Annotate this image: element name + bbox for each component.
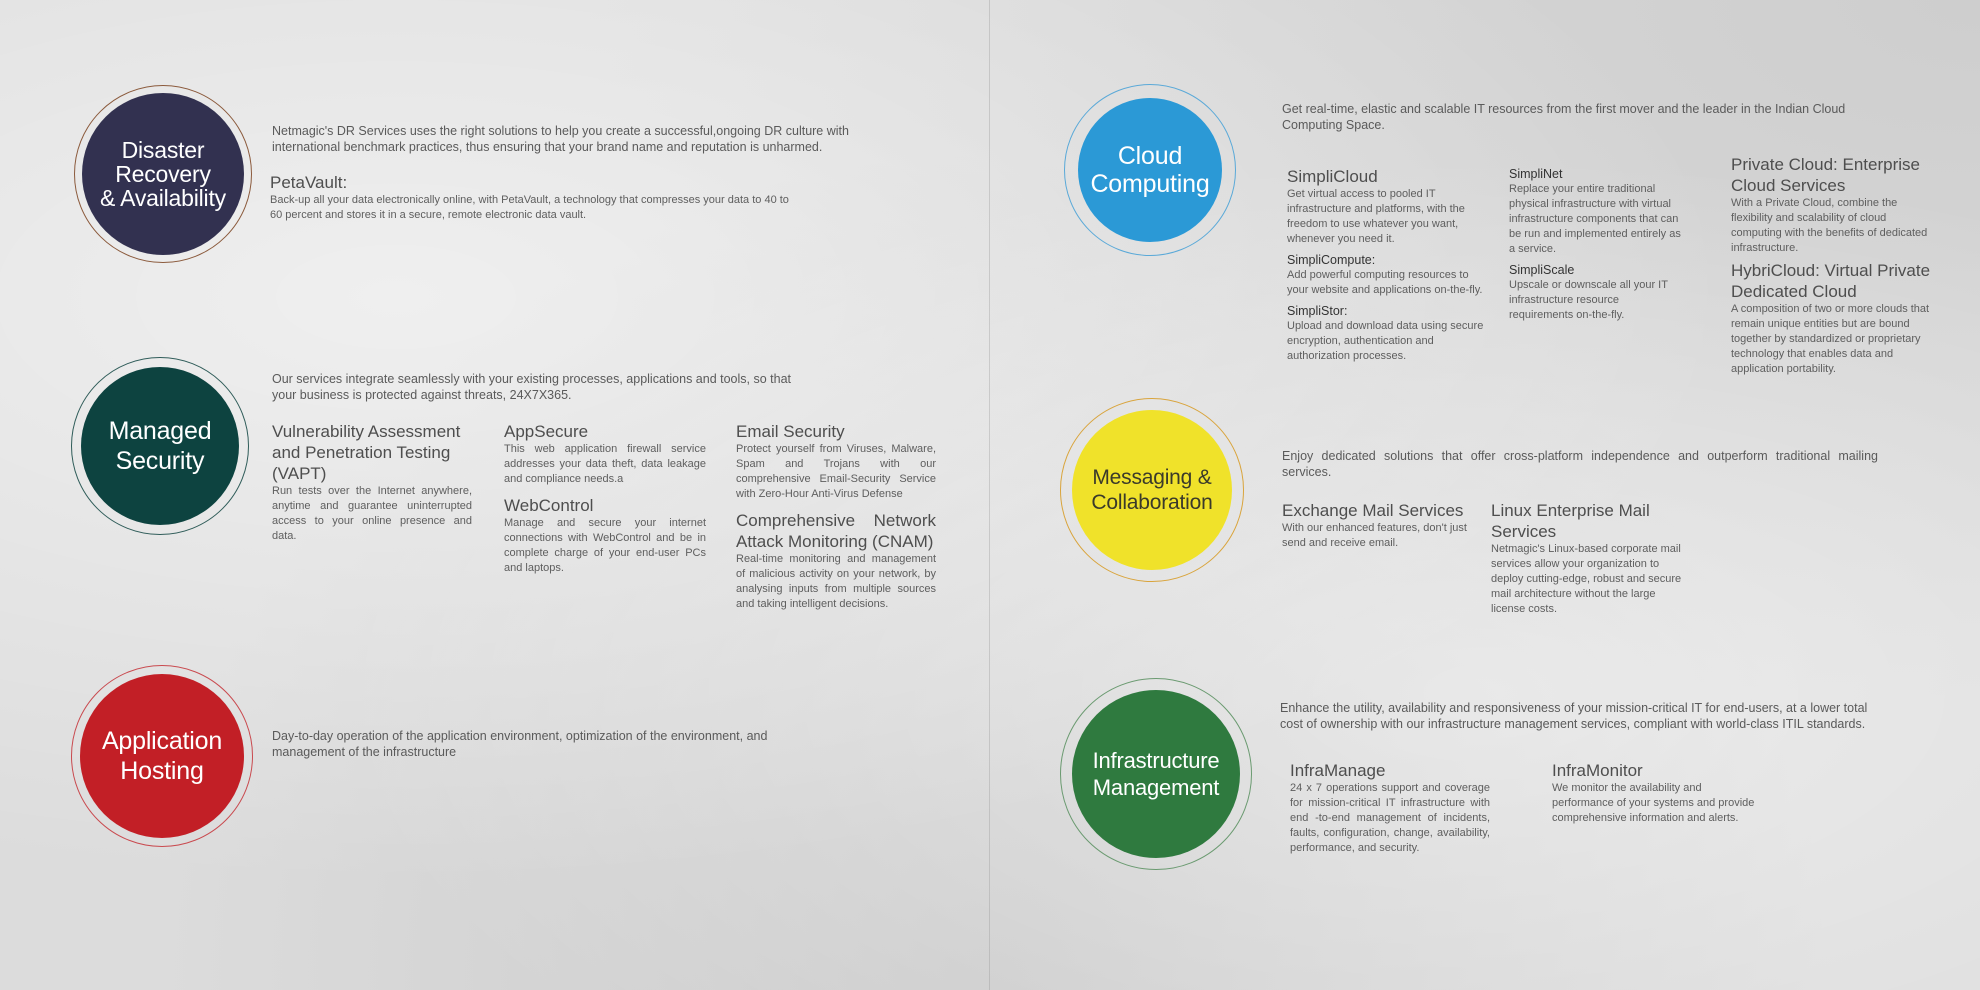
cloud-computing-intro: Get real-time, elastic and scalable IT resources from the first mover and the leader in the Indian Cloud Computing Space.: [1282, 102, 1846, 132]
application-hosting-title: Application Hosting: [101, 727, 223, 785]
cloud-computing-circle: [1078, 98, 1222, 242]
infrastructure-intro: Enhance the utility, availability and responsiveness of your mission-critical IT for end-users, at a lower total cost of ownership with our infrastructure management services, compliant with world-class ITIL standards.: [1280, 701, 1868, 731]
email-security-block: [736, 421, 936, 612]
cloud-computing-title: Cloud Computing: [1090, 142, 1210, 198]
vapt-block: [272, 421, 472, 544]
webcontrol-text: Manage and secure your internet connections with WebControl and be in complete charge of your end-user PCs and laptops.: [504, 517, 706, 574]
disaster-recovery-title: Disaster Recovery & Availability: [100, 137, 226, 211]
vapt-heading: Vulnerability Assessment and Penetration Testing (VAPT): [272, 422, 461, 483]
managed-security-intro: Our services integrate seamlessly with your existing processes, applications and tools, so that your business is protected against threats, 24X7X365.: [272, 372, 791, 402]
simpliscale-text: Upscale or downscale all your IT infrastructure resource requirements on-the-fly.: [1509, 279, 1668, 321]
simplistor-heading: SimpliStor:: [1287, 304, 1348, 318]
webcontrol-heading: WebControl: [504, 496, 594, 515]
inframonitor-heading: InfraMonitor: [1552, 761, 1643, 780]
cloud-col-1: [1287, 166, 1487, 364]
private-cloud-text: With a Private Cloud, combine the flexibility and scalability of cloud computing with the benefits of dedicated infrastructure.: [1731, 197, 1928, 254]
managed-security-circle: [81, 367, 239, 525]
appsecure-text: This web application firewall service addresses your data theft, data leakage and compliance needs.a: [504, 443, 706, 485]
disaster-recovery-intro: Netmagic's DR Services uses the right solutions to help you create a successful,ongoing DR culture with international benchmark practices, thus ensuring that your brand name and reputation is unharmed.: [272, 124, 849, 154]
inframonitor-block: [1552, 760, 1760, 826]
inframanage-block: [1290, 760, 1490, 856]
simplinet-heading: SimpliNet: [1509, 167, 1563, 181]
infrastructure-circle: [1072, 690, 1240, 858]
cloud-col-2: [1509, 167, 1681, 323]
messaging-intro: Enjoy dedicated solutions that offer cross-platform independence and outperform traditional mailing services.: [1282, 449, 1878, 479]
email-security-heading: Email Security: [736, 422, 845, 441]
managed-security-title: Managed Security: [108, 417, 212, 475]
linux-mail-heading: Linux Enterprise Mail Services: [1491, 501, 1650, 541]
infrastructure-title: Infrastructure Management: [1092, 748, 1220, 800]
cnam-heading: Comprehensive Network Attack Monitoring (CNAM): [736, 511, 936, 551]
disaster-recovery-circle: [82, 93, 244, 255]
hybricloud-heading: HybriCloud: Virtual Private Dedicated Cloud: [1731, 261, 1931, 301]
simplicloud-heading: SimpliCloud: [1287, 167, 1378, 186]
inframanage-text: 24 x 7 operations support and coverage for mission-critical IT infrastructure with end -to-end management of incidents, faults, configuration, change, availability, performance, and security.: [1290, 782, 1490, 854]
email-security-text: Protect yourself from Viruses, Malware, Spam and Trojans with our comprehensive Email-Security Service with Zero-Hour Anti-Virus Defense: [736, 443, 936, 500]
petavault-heading: PetaVault:: [270, 173, 348, 192]
private-cloud-heading: Private Cloud: Enterprise Cloud Services: [1731, 155, 1920, 195]
hybricloud-text: A composition of two or more clouds that remain unique entities but are bound together by standardized or proprietary technology that enables data and application portability.: [1731, 303, 1930, 375]
linux-mail-block: [1491, 500, 1691, 617]
exchange-text: With our enhanced features, don't just send and receive email.: [1282, 522, 1467, 549]
simplistor-text: Upload and download data using secure encryption, authentication and authorization processes.: [1287, 320, 1484, 362]
petavault-block: [270, 172, 790, 223]
simplicompute-text: Add powerful computing resources to your website and applications on-the-fly.: [1287, 269, 1483, 296]
petavault-text: Back-up all your data electronically online, with PetaVault, a technology that compresses your data to 40 to 60 percent and stores it in a secure, remote electronic data vault.: [270, 194, 789, 221]
simplicompute-heading: SimpliCompute:: [1287, 253, 1376, 267]
inframonitor-text: We monitor the availability and performance of your systems and provide comprehensive information and alerts.: [1552, 782, 1755, 824]
messaging-title: Messaging & Collaboration: [1091, 466, 1213, 514]
messaging-circle: [1072, 410, 1232, 570]
appsecure-heading: AppSecure: [504, 422, 589, 441]
exchange-block: [1282, 500, 1472, 551]
vapt-text: Run tests over the Internet anywhere, anytime and guarantee uninterrupted access to your online presence and data.: [272, 485, 472, 542]
application-hosting-circle: [80, 674, 244, 838]
exchange-heading: Exchange Mail Services: [1282, 501, 1464, 520]
page-spine: [989, 0, 990, 990]
cloud-col-3: [1731, 154, 1931, 377]
simplicloud-text: Get virtual access to pooled IT infrastructure and platforms, with the freedom to use whatever you want, whenever you need it.: [1287, 188, 1465, 245]
simplinet-text: Replace your entire traditional physical infrastructure with virtual infrastructure components that can be run and implemented entirely as a service.: [1509, 183, 1681, 255]
inframanage-heading: InfraManage: [1290, 761, 1386, 780]
simpliscale-heading: SimpliScale: [1509, 263, 1575, 277]
appsecure-block: [504, 421, 706, 576]
cnam-text: Real-time monitoring and management of malicious activity on your network, by analysing inputs from multiple sources and taking intelligent decisions.: [736, 553, 936, 610]
linux-mail-text: Netmagic's Linux-based corporate mail services allow your organization to deploy cutting-edge, robust and secure mail architecture without the large license costs.: [1491, 543, 1682, 615]
application-hosting-intro: Day-to-day operation of the application environment, optimization of the environment, and management of the infrastructure: [272, 729, 768, 759]
